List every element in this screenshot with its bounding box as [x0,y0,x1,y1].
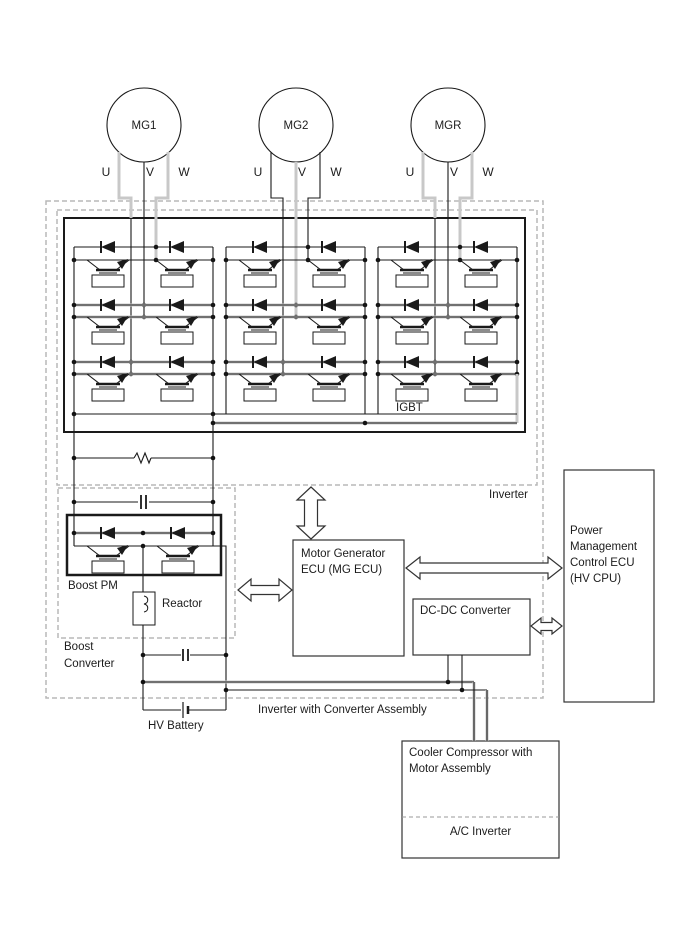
phase-label: V [297,165,306,179]
motor-label: MG2 [283,120,309,132]
phase-label: V [145,165,154,179]
reactor-label: Reactor [162,598,203,610]
boost-pm-label: Boost PM [68,580,118,592]
pm-ecu-label-3: Control ECU [570,557,635,569]
mg-ecu-label-2: ECU (MG ECU) [301,564,383,576]
pm-ecu-label-4: (HV CPU) [570,573,622,585]
igbt-label: IGBT [396,402,423,414]
inverter-label: Inverter [489,489,528,501]
boost-converter-label-2: Converter [64,658,115,670]
phase-label: V [449,165,458,179]
assembly-label: Inverter with Converter Assembly [258,704,427,716]
ac-inverter-label: A/C Inverter [449,826,512,838]
phase-label: U [101,165,111,179]
mg-ecu-label: Motor Generator [301,548,386,560]
hv-battery-label: HV Battery [148,720,204,732]
phase-label: W [178,165,190,179]
dcdc-label: DC-DC Converter [420,605,511,617]
phase-label: W [482,165,494,179]
cooler-label: Cooler Compressor with [409,747,533,759]
phase-label: U [405,165,415,179]
motor-label: MG1 [131,120,157,132]
phase-label: U [253,165,263,179]
pm-ecu-label: Power [570,525,603,537]
motor-label: MGR [434,120,462,132]
cooler-label-2: Motor Assembly [409,763,491,775]
pm-ecu-label-2: Management [570,541,638,553]
boost-converter-label: Boost [64,641,94,653]
phase-label: W [330,165,342,179]
